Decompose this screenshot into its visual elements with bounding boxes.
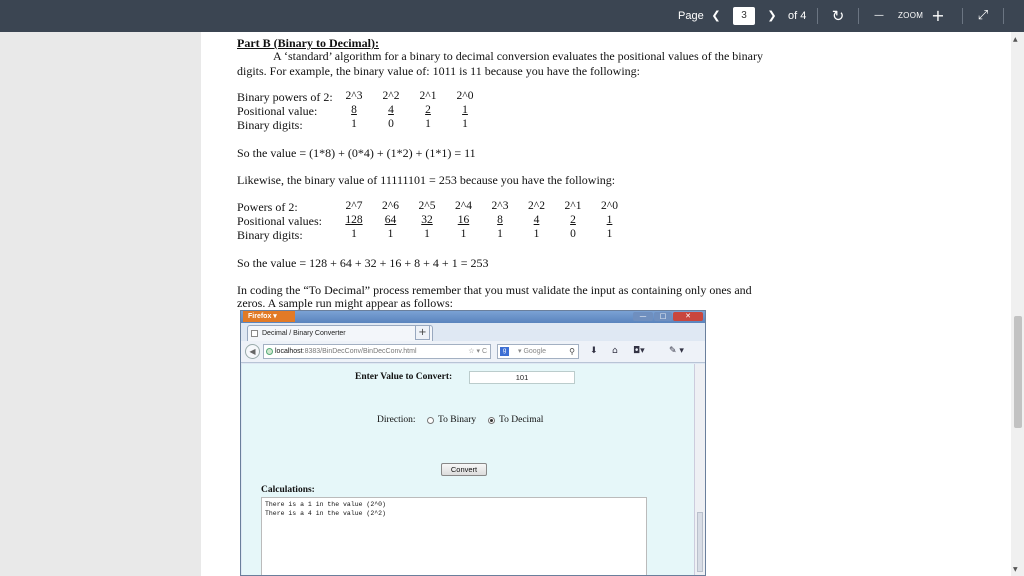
page-content <box>242 364 694 576</box>
page-number-input[interactable]: 3 <box>733 7 755 25</box>
table-cell-digits: 1 <box>351 228 357 240</box>
table-cell-digits: 1 <box>387 228 394 240</box>
table-cell-digits: 1 <box>497 228 503 240</box>
coding-text-line-1: In coding the “To Decimal” process remember that you must validate the input as containing only ones and <box>237 283 752 297</box>
table-cell-positional: 16 <box>457 214 470 226</box>
table-row-label: Binary powers of 2: <box>237 90 333 104</box>
download-icon[interactable]: ⬇ <box>590 346 598 356</box>
viewer-scrollbar[interactable] <box>1011 32 1024 576</box>
toolbar-divider <box>858 8 859 24</box>
value-calculation-2: So the value = 128 + 64 + 32 + 16 + 8 + 4 + 1 = 253 <box>237 256 489 270</box>
table-cell-digits: 1 <box>606 228 613 240</box>
toolbar-divider <box>1003 8 1004 24</box>
zoom-out-icon[interactable]: — <box>874 10 884 21</box>
convert-button[interactable]: Convert <box>441 463 487 476</box>
scroll-up-icon[interactable]: ▲ <box>1013 36 1018 43</box>
firefox-menu-button[interactable]: Firefox ▾ <box>243 311 295 322</box>
url-bar[interactable] <box>263 344 491 359</box>
to-decimal-label: To Decimal <box>499 415 544 425</box>
calculations-label: Calculations: <box>261 485 315 495</box>
enter-value-label: Enter Value to Convert: <box>355 372 453 382</box>
viewer-scrollbar-thumb[interactable] <box>1014 316 1022 428</box>
sample-run-screenshot <box>240 310 706 576</box>
url-path: :8383/BinDecConv/BinDecConv.html <box>302 348 417 355</box>
table-cell-digits: 1 <box>424 228 430 240</box>
table-cell-powers: 2^2 <box>528 200 545 212</box>
likewise-text: Likewise, the binary value of 11111101 = 253 because you have the following: <box>237 173 616 187</box>
maximize-icon[interactable]: □ <box>654 312 672 321</box>
intro-text-line-2: digits. For example, the binary value of: 1011 is 11 because you have the following: <box>237 64 641 78</box>
close-icon[interactable]: ✕ <box>673 312 703 321</box>
table-cell-powers: 2^5 <box>418 200 436 212</box>
table-cell-powers: 2^4 <box>455 200 472 212</box>
zoom-in-icon[interactable]: + <box>931 6 945 25</box>
table-cell-powers: 2^6 <box>382 200 399 212</box>
table-cell-powers: 2^0 <box>456 90 474 102</box>
table-cell-positional: 64 <box>384 214 397 226</box>
calculations-textarea[interactable] <box>261 497 647 576</box>
browser-navigation-bar <box>241 341 706 363</box>
home-icon[interactable]: ⌂ <box>612 346 618 356</box>
bookmark-star-icon[interactable]: ☆ ▾ C <box>468 348 487 355</box>
zoom-label: ZOOM <box>898 11 924 20</box>
table-cell-digits: 0 <box>570 228 576 240</box>
refresh-icon[interactable]: ↻ <box>831 7 845 25</box>
table-cell-digits: 1 <box>533 228 540 240</box>
fullscreen-icon[interactable]: ⤢ <box>977 8 989 23</box>
toolbar-divider <box>962 8 963 24</box>
table-cell-positional: 2 <box>425 104 431 116</box>
page-label: Page <box>678 10 704 22</box>
table-cell-positional: 8 <box>351 104 357 116</box>
calculation-line: There is a 1 in the value (2^0) <box>265 501 386 508</box>
table-cell-digits: 1 <box>462 118 468 130</box>
minimize-icon[interactable]: — <box>633 312 653 321</box>
browser-scrollbar[interactable] <box>694 364 705 576</box>
browser-tab[interactable] <box>247 325 433 341</box>
table-cell-digits: 1 <box>425 118 431 130</box>
table-row-label: Positional values: <box>237 214 322 228</box>
scroll-down-icon[interactable]: ▼ <box>1013 566 1018 573</box>
direction-label: Direction: <box>377 415 416 425</box>
coding-text-line-2: zeros. A sample run might appear as follows: <box>237 296 453 310</box>
table-cell-positional: 2 <box>570 214 576 226</box>
value-input[interactable]: 101 <box>469 371 575 384</box>
new-tab-button[interactable]: + <box>415 325 430 340</box>
table-cell-digits: 1 <box>351 118 357 130</box>
table-row-label: Powers of 2: <box>237 200 298 214</box>
table-cell-positional: 128 <box>345 214 363 226</box>
back-arrow-icon[interactable]: ◀ <box>245 344 260 359</box>
table-row-label: Positional value: <box>237 104 318 118</box>
search-placeholder: ▾ Google <box>518 348 547 355</box>
to-binary-label: To Binary <box>438 415 477 425</box>
table-cell-digits: 0 <box>388 118 394 130</box>
globe-icon <box>266 348 273 355</box>
table-cell-powers: 2^2 <box>382 90 400 102</box>
section-heading: Part B (Binary to Decimal): <box>237 36 379 50</box>
document-page <box>201 32 1011 576</box>
previous-page-icon[interactable]: ❮ <box>711 9 721 22</box>
developer-tools-icon[interactable]: ◘▾ <box>633 346 645 356</box>
search-bar[interactable] <box>497 344 579 359</box>
table-cell-positional: 1 <box>606 214 613 226</box>
table-cell-positional: 8 <box>497 214 503 226</box>
search-engine-icon[interactable]: g <box>500 347 509 356</box>
table-cell-powers: 2^3 <box>491 200 509 212</box>
toolbar-divider <box>817 8 818 24</box>
url-host: localhost <box>275 348 303 355</box>
table-cell-powers: 2^3 <box>345 90 363 102</box>
table-cell-positional: 1 <box>462 104 468 116</box>
table-cell-powers: 2^1 <box>564 200 582 212</box>
browser-scrollbar-thumb[interactable] <box>697 512 703 572</box>
pdf-viewer-toolbar <box>0 0 1024 32</box>
search-icon[interactable]: ⚲ <box>569 347 575 356</box>
page-favicon-icon <box>251 330 258 337</box>
firefox-title-bar <box>241 311 706 323</box>
table-cell-powers: 2^7 <box>345 200 363 212</box>
value-calculation-1: So the value = (1*8) + (0*4) + (1*2) + (1*1) = 11 <box>237 146 476 160</box>
intro-text-line-1: A ‘standard’ algorithm for a binary to decimal conversion evaluates the positional values of the binary <box>273 49 763 63</box>
next-page-icon[interactable]: ❯ <box>767 9 777 22</box>
table-cell-positional: 4 <box>533 214 540 226</box>
table-cell-positional: 4 <box>388 104 394 116</box>
to-binary-radio[interactable] <box>427 417 434 424</box>
table-cell-positional: 32 <box>421 214 433 226</box>
table-cell-powers: 2^0 <box>601 200 618 212</box>
extension-icon[interactable]: ✎ ▾ <box>669 346 684 356</box>
table-row-label: Binary digits: <box>237 118 303 132</box>
table-cell-powers: 2^1 <box>419 90 437 102</box>
to-decimal-radio[interactable] <box>488 417 495 424</box>
table-cell-digits: 1 <box>460 228 467 240</box>
total-pages-label: of 4 <box>788 10 807 22</box>
calculation-line: There is a 4 in the value (2^2) <box>265 510 386 517</box>
tab-title: Decimal / Binary Converter <box>262 330 346 337</box>
table-row-label: Binary digits: <box>237 228 303 242</box>
